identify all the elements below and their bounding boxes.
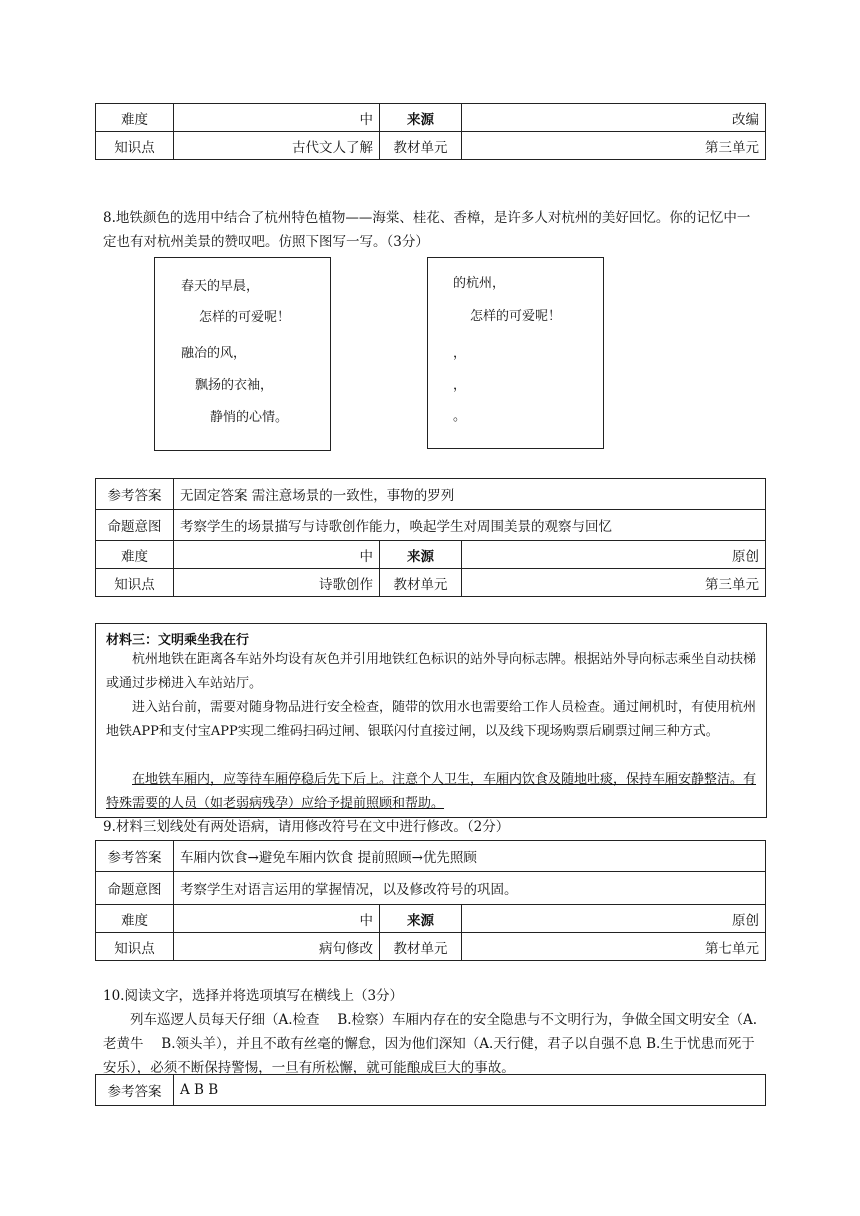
poem-left-line-4: 飘扬的衣袖， xyxy=(195,378,274,393)
question-8-text: 8.地铁颜色的选用中结合了杭州特色植物——海棠、桂花、香樟，是许多人对杭州的美好回忆。你的记忆中一定也有对杭州美景的赞叹吧。仿照下图写一写。（3分） xyxy=(103,210,751,250)
difficulty-label: 难度 xyxy=(96,541,174,569)
material-three-paragraph-2: 进入站台前，需要对随身物品进行安全检查，随带的饮用水也需要给工作人员检查。通过闸机时，有使用杭州地铁APP和支付宝APP实现二维码扫码过闸、银联闪付直接过闸，以及线下现场购票后刷票过闸三种方式。 xyxy=(106,700,757,739)
material-three-underlined-paragraph: 在地铁车厢内，应等待车厢停稳后先下后上。注意个人卫生，车厢内饮食及随地吐痰，保持车厢安静整洁。有特殊需要的人员（如老弱病残孕）应给予提前照顾和帮助。 xyxy=(106,772,757,811)
intent-value: 考察学生的场景描写与诗歌创作能力，唤起学生对周围美景的观察与回忆 xyxy=(174,510,766,541)
question-10-passage: 列车巡逻人员每天仔细（A.检查 B.检察）车厢内存在的安全隐患与不文明行为，争做全国文明安全（A.老黄牛 B.领头羊），并且不敢有丝毫的懈怠，因为他们深知（A.天行健，君子以自强不息 B.生于忧患而死于安乐），必须不断保持警惕，一旦有所松懈，就可能酿成巨大的事故。 xyxy=(103,1012,758,1076)
source-value: 改编 xyxy=(462,104,766,132)
source-label: 来源 xyxy=(380,104,462,132)
difficulty-label: 难度 xyxy=(96,905,174,933)
poem-right-line-4: ， xyxy=(453,378,467,393)
intent-value: 考察学生对语言运用的掌握情况，以及修改符号的巩固。 xyxy=(174,872,766,905)
answer-label: 参考答案 xyxy=(96,479,174,510)
knowledge-label: 知识点 xyxy=(96,132,174,160)
question-meta-table-4 xyxy=(95,1074,766,1106)
unit-value: 第七单元 xyxy=(462,933,766,961)
poem-left-line-2: 怎样的可爱呢！ xyxy=(199,310,291,325)
answer-value: 无固定答案 需注意场景的一致性，事物的罗列 xyxy=(174,479,766,510)
source-value: 原创 xyxy=(462,541,766,569)
difficulty-value: 中 xyxy=(174,104,380,132)
poem-right-line-1: 的杭州， xyxy=(453,276,506,291)
source-label: 来源 xyxy=(380,541,462,569)
unit-value: 第三单元 xyxy=(462,569,766,597)
knowledge-value: 病句修改 xyxy=(174,933,380,961)
material-three-paragraph-1: 杭州地铁在距离各车站外均设有灰色并引用地铁红色标识的站外导向标志牌。根据站外导向标志乘坐自动扶梯或通过步梯进入车站站厅。 xyxy=(106,652,757,691)
question-9-text: 9.材料三划线处有两处语病，请用修改符号在文中进行修改。（2分） xyxy=(103,819,510,835)
question-meta-table-2 xyxy=(95,478,766,597)
question-meta-table-1 xyxy=(95,103,766,160)
intent-label: 命题意图 xyxy=(96,872,174,905)
intent-label: 命题意图 xyxy=(96,510,174,541)
answer-label: 参考答案 xyxy=(96,841,174,872)
source-label: 来源 xyxy=(380,905,462,933)
material-three-box xyxy=(95,623,767,818)
unit-label: 教材单元 xyxy=(380,569,462,597)
poem-right-line-5: 。 xyxy=(453,409,467,424)
knowledge-label: 知识点 xyxy=(96,569,174,597)
knowledge-label: 知识点 xyxy=(96,933,174,961)
poem-left-line-1: 春天的早晨， xyxy=(181,279,260,294)
poem-template-box xyxy=(427,257,604,449)
source-value: 原创 xyxy=(462,905,766,933)
question-10-text: 10.阅读文字，选择并将选项填写在横线上（3分） xyxy=(103,988,404,1004)
unit-label: 教材单元 xyxy=(380,933,462,961)
poem-example-box xyxy=(154,257,331,451)
knowledge-value: 古代文人了解 xyxy=(174,132,380,160)
answer-value: 车厢内饮食→避免车厢内饮食 提前照顾→优先照顾 xyxy=(174,841,766,872)
answer-label: 参考答案 xyxy=(96,1075,174,1106)
poem-left-line-3: 融冶的风， xyxy=(181,346,247,361)
knowledge-value: 诗歌创作 xyxy=(174,569,380,597)
difficulty-value: 中 xyxy=(174,905,380,933)
question-meta-table-3 xyxy=(95,840,766,961)
poem-left-line-5: 静悄的心情。 xyxy=(210,410,289,425)
material-three-title: 材料三：文明乘坐我在行 xyxy=(106,633,250,648)
poem-right-line-2: 怎样的可爱呢！ xyxy=(470,309,562,324)
unit-value: 第三单元 xyxy=(462,132,766,160)
difficulty-value: 中 xyxy=(174,541,380,569)
answer-value: A B B xyxy=(174,1075,766,1106)
difficulty-label: 难度 xyxy=(96,104,174,132)
unit-label: 教材单元 xyxy=(380,132,462,160)
poem-right-line-3: ， xyxy=(453,346,467,361)
